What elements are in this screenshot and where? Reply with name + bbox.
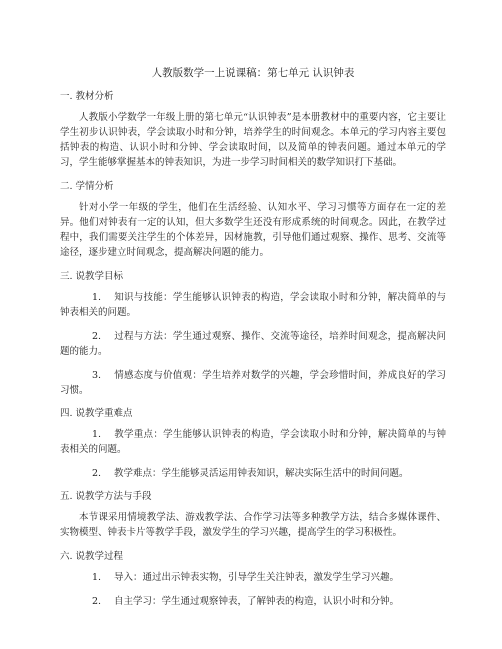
list-item <box>60 466 446 481</box>
list-item-number: 1. <box>92 292 102 303</box>
list-item <box>60 570 446 585</box>
list-item-text: 知识与技能：学生能够认识钟表的构造，学会读取小时和分钟，解决简单的与钟表相关的问题。 <box>60 292 446 318</box>
list-item <box>60 290 446 320</box>
section-heading-methods: 五. 说教学方法与手段 <box>60 491 152 502</box>
list-item <box>60 594 446 609</box>
list-item-number: 1. <box>92 429 102 440</box>
section-heading-analysis: 一. 教材分析 <box>60 91 114 102</box>
section-paragraph-methods: 本节课采用情境教学法、游戏教学法、合作学习法等多种教学方法，结合多媒体课件、实物模型、钟表卡片等教学手段，激发学生的学习兴趣，提高学生的学习积极性。 <box>60 512 446 538</box>
list-item-text: 教学重点：学生能够认识钟表的构造，学会读取小时和分钟，解决简单的与钟表相关的问题。 <box>60 429 446 455</box>
key-points-list <box>60 427 446 481</box>
section-heading-student-analysis: 二. 学情分析 <box>60 181 114 192</box>
list-item-text: 过程与方法：学生通过观察、操作、交流等途径，培养时间观念，提高解决问题的能力。 <box>60 331 446 357</box>
list-item-number: 1. <box>92 572 102 583</box>
list-item-number: 2. <box>92 468 102 479</box>
list-item <box>60 368 446 398</box>
objectives-list <box>60 290 446 398</box>
list-item <box>60 329 446 359</box>
process-list <box>60 570 446 609</box>
section-paragraph-student-analysis: 针对小学一年级的学生，他们在生活经验、认知水平、学习习惯等方面存在一定的差异。他们对钟表有一定的认知，但大多数学生还没有形成系统的时间观念。因此，在教学过程中，我们需要关注学生的个体差异，因材施教，引导他们通过观察、操作、思考、交流等途径，逐步建立时间观念，提高解决问题的能力。 <box>60 202 446 258</box>
list-item-number: 2. <box>92 596 102 607</box>
section-heading-key-points: 四. 说教学重难点 <box>60 408 133 419</box>
list-item-text: 情感态度与价值观：学生培养对数学的兴趣，学会珍惜时间，养成良好的学习习惯。 <box>60 370 446 396</box>
section-heading-objectives: 三. 说教学目标 <box>60 271 124 282</box>
list-item-text: 导入：通过出示钟表实物，引导学生关注钟表，激发学生学习兴趣。 <box>114 572 400 583</box>
list-item <box>60 427 446 457</box>
list-item-number: 3. <box>92 370 102 381</box>
section-heading-process: 六. 说教学过程 <box>60 551 124 562</box>
section-paragraph-analysis: 人教版小学数学一年级上册的第七单元“认识钟表”是本册教材中的重要内容，它主要让学生初步认识钟表，学会读取小时和分钟，培养学生的时间观念。本单元的学习内容主要包括钟表的构造、认识小时和分钟、学会读取时间，以及简单的钟表问题。通过本单元的学习，学生能够掌握基本的钟表知识，为进一步学习时间相关的数学知识打下基础。 <box>60 112 446 168</box>
list-item-text: 自主学习：学生通过观察钟表，了解钟表的构造，认识小时和分钟。 <box>114 596 400 607</box>
list-item-text: 教学难点：学生能够灵活运用钟表知识，解决实际生活中的时间问题。 <box>114 468 409 479</box>
list-item-number: 2. <box>92 331 102 342</box>
document-title: 人教版数学一上说课稿：第七单元 认识钟表 <box>151 67 355 79</box>
